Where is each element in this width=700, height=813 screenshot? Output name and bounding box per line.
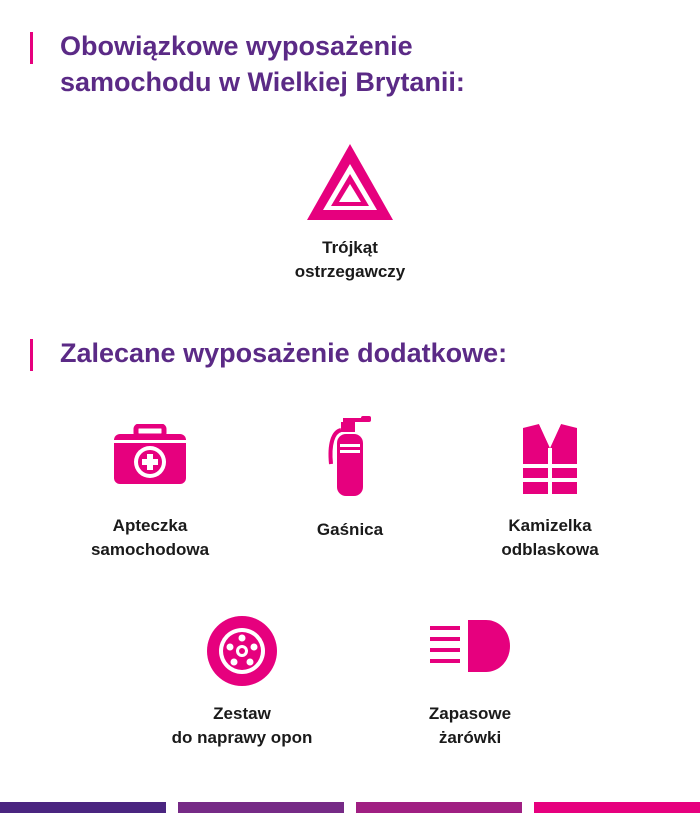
item-headlight-bulb: [370, 616, 570, 750]
item-fire-extinguisher: [250, 416, 450, 542]
recommended-section-title: Zalecane wyposażenie dodatkowe:: [60, 338, 508, 368]
item-label: Gaśnica: [316, 520, 384, 539]
footer-segment: [356, 802, 522, 813]
warning-triangle-icon: [305, 142, 395, 222]
first-aid-kit-icon: [112, 424, 188, 486]
item-reflective-vest: [450, 420, 650, 562]
tire-repair-icon: [205, 614, 279, 688]
headlight-bulb-icon: [428, 616, 512, 676]
fire-extinguisher-icon: [327, 416, 373, 498]
item-label: Trójkąt ostrzegawczy: [294, 238, 406, 281]
footer-segment: [178, 802, 344, 813]
footer-segment: [534, 802, 700, 813]
footer-color-bar: [0, 802, 700, 813]
item-label: Kamizelka odblaskowa: [501, 516, 599, 559]
item-label: Zestaw do naprawy opon: [171, 704, 313, 747]
required-section-title: Obowiązkowe wyposażenie samochodu w Wielkiej Brytanii:: [60, 31, 465, 97]
required-section-header: [30, 28, 465, 100]
reflective-vest-icon: [519, 420, 581, 496]
footer-segment: [0, 802, 166, 813]
recommended-section-header: [30, 335, 507, 371]
item-tire-repair: [142, 614, 342, 750]
item-label: Zapasowe żarówki: [428, 704, 512, 747]
item-label: Apteczka samochodowa: [90, 516, 210, 559]
item-warning-triangle: [250, 142, 450, 284]
accent-bar: [30, 32, 33, 64]
accent-bar: [30, 339, 33, 371]
item-first-aid-kit: [50, 424, 250, 562]
